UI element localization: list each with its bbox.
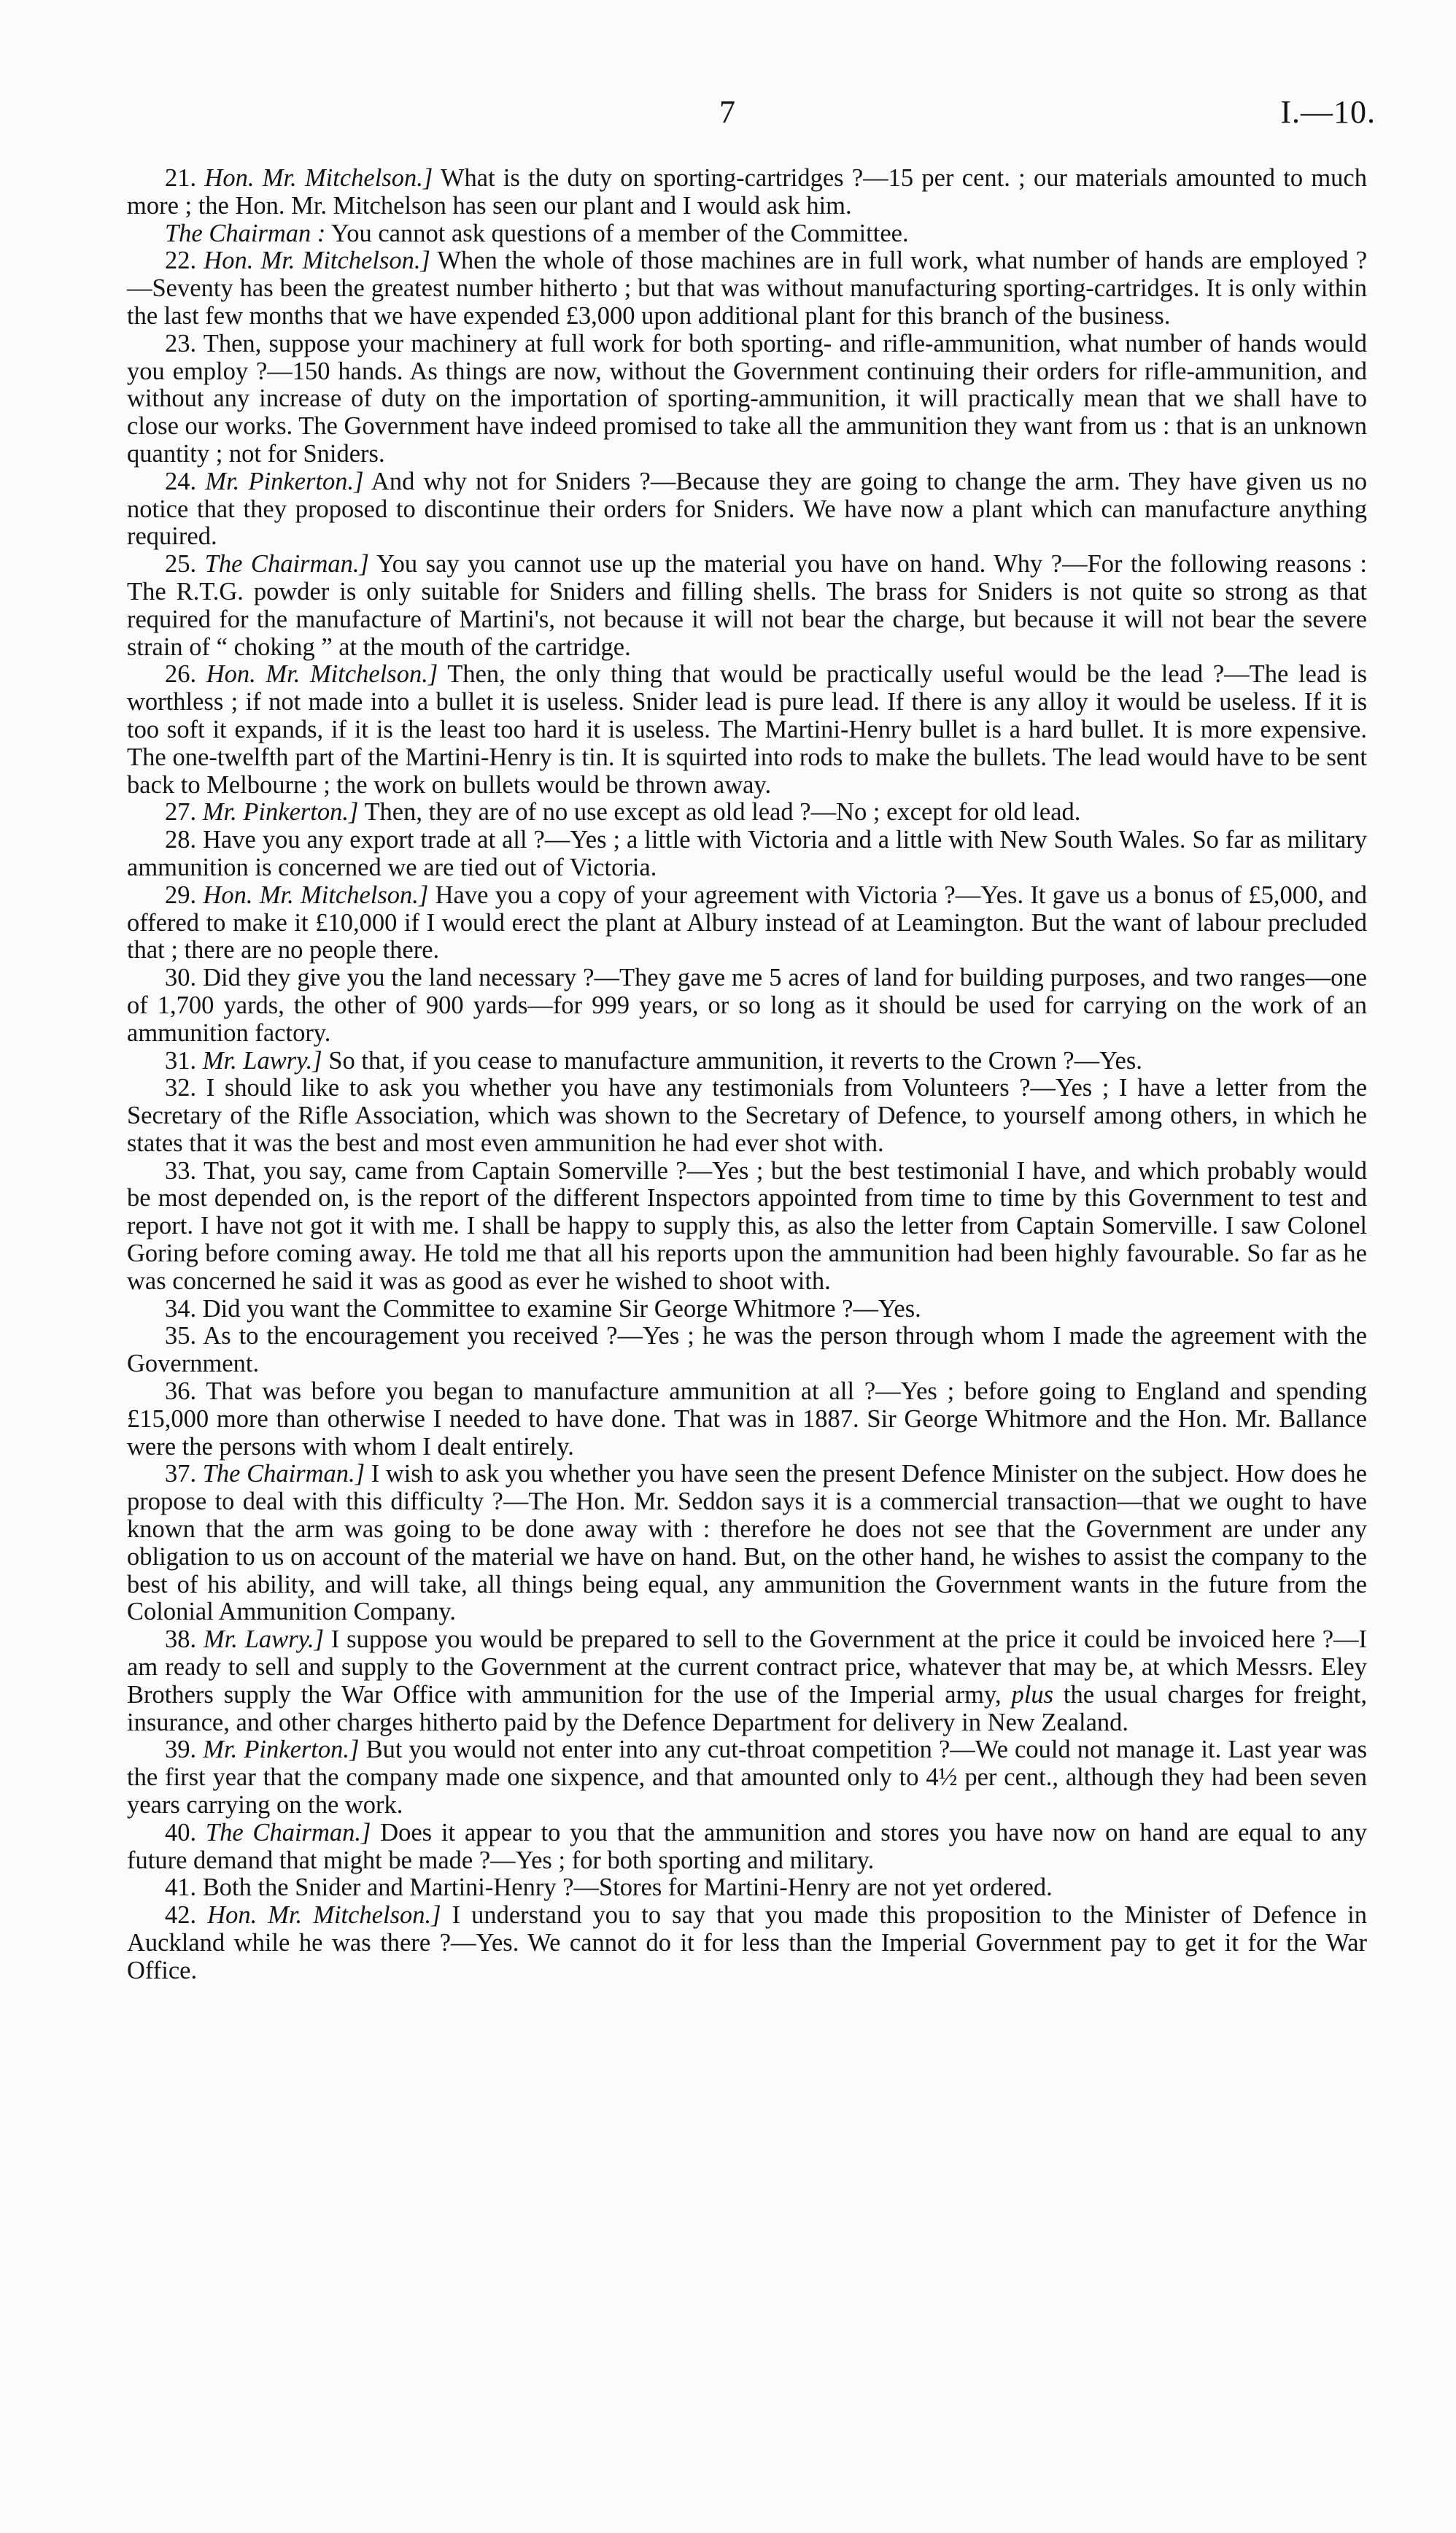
paragraph-text: That, you say, came from Captain Somerville ?—Yes ; but the best testimonial I have, and which probably would be most depended on, is the report of the different Inspectors appointed from time to time by this Government to test and report. I have not got it with me. I shall be happy to supply this, as also the letter from Captain Somerville. I saw Colonel Goring before coming away. He told me that all his reports upon the ammunition had been highly favourable. So far as he was concerned he said it was as good as ever he wished to shoot with. — [127, 1156, 1367, 1295]
question-number: 42. — [165, 1901, 197, 1930]
speaker: Hon. Mr. Mitchelson.] — [204, 247, 430, 275]
paragraph-text: I wish to ask you whether you have seen the present Defence Minister on the subject. How does he propose to deal with this difficulty ?—The Hon. Mr. Seddon says it is a commercial transaction—that we ought to have known that the arm was going to be done away with : therefore he does not see that the Government are under any obligation to us on account of the material we have on hand. But, on the other hand, he wishes to assist the company to the best of his ability, and will take, all things being equal, any ammunition the Government wants in the future from the Colonial Ammunition Company. — [127, 1460, 1367, 1626]
paragraph-text: Did you want the Committee to examine Sir George Whitmore ?—Yes. — [202, 1294, 921, 1323]
evidence-paragraph — [127, 964, 1367, 1047]
evidence-paragraph — [127, 882, 1367, 964]
paragraph-text: Then, the only thing that would be practically useful would be the lead ?—The lead is worthless ; if not made into a bullet it is useless. Snider lead is pure lead. If there is any alloy it would be useless. If it is too soft it expands, if it is the least too hard it is useless. The Martini-Henry bullet is a hard bullet. It is more expensive. The one-twelfth part of the Martini-Henry is tin. It is squirted into rods to make the bullets. The lead would have to be sent back to Melbourne ; the work on bullets would be thrown away. — [127, 660, 1367, 799]
paragraph-text: What is the duty on sporting-cartridges ?—15 per cent. ; our materials amounted to much more ; the Hon. Mr. Mitchelson has seen our plant and I would ask him. — [127, 164, 1367, 220]
paragraph-text: Did they give you the land necessary ?—They gave me 5 acres of land for building purposes, and two ranges—one of 1,700 yards, the other of 900 yards—for 999 years, or so long as it should be used for carrying on the work of an ammunition factory. — [127, 964, 1367, 1047]
evidence-paragraph — [127, 1736, 1367, 1819]
evidence-paragraph — [127, 827, 1367, 882]
evidence-paragraph — [127, 551, 1367, 661]
document-reference: I.—10. — [1280, 94, 1376, 130]
question-number: 41. — [165, 1873, 197, 1902]
evidence-paragraph — [127, 1158, 1367, 1296]
question-number: 32. — [165, 1074, 197, 1102]
evidence-paragraph — [127, 1323, 1367, 1378]
speaker: The Chairman.] — [205, 1818, 371, 1846]
speaker: Hon. Mr. Mitchelson.] — [206, 660, 438, 689]
evidence-paragraph — [127, 468, 1367, 551]
paragraph-text: I understand you to say that you made this proposition to the Minister of Defence in Auckland while he was there ?—Yes. We cannot do it for less than the Imperial Government pay to get it for the War Office. — [127, 1901, 1367, 1984]
question-number: 24. — [165, 467, 197, 495]
question-number: 30. — [165, 964, 197, 992]
question-number: 29. — [165, 881, 197, 909]
evidence-paragraph — [127, 1296, 1367, 1323]
speaker: Mr. Lawry.] — [202, 1046, 322, 1075]
question-number: 28. — [165, 826, 197, 854]
evidence-paragraph — [127, 1075, 1367, 1157]
paragraph-text: Have you a copy of your agreement with Victoria ?—Yes. It gave us a bonus of £5,000, and offered to make it £10,000 if I would erect the plant at Albury instead of at Leamington. But the want of labour precluded that ; there are no people there. — [127, 881, 1368, 964]
question-number: 31. — [165, 1046, 197, 1075]
speaker: The Chairman.] — [202, 1460, 365, 1488]
paragraph-text: You say you cannot use up the material you have on hand. Why ?—For the following reasons : The R.T.G. powder is only suitable for Sniders and filling shells. The brass for Sniders is not quite so strong as that required for the manufacture of Martini's, not because it will not bear the charge, but because it will not bear the severe strain of “ choking ” at the mouth of the cartridge. — [127, 550, 1367, 661]
question-number: 40. — [165, 1818, 197, 1846]
question-number: 34. — [165, 1294, 197, 1323]
paragraph-text: Both the Snider and Martini-Henry ?—Stores for Martini-Henry are not yet ordered. — [202, 1873, 1053, 1902]
question-number: 23. — [165, 329, 197, 357]
speaker: The Chairman.] — [204, 550, 369, 579]
evidence-paragraph — [127, 1378, 1367, 1461]
paragraph-text: And why not for Sniders ?—Because they are going to change the arm. They have given us no notice that they proposed to discontinue their orders for Sniders. We have now a plant which can manufacture anything required. — [127, 467, 1367, 551]
question-number: 38. — [165, 1625, 197, 1654]
paragraph-text: I suppose you would be prepared to sell to the Government at the price it could be invoiced here ?—I am ready to sell and supply to the Government at the current contract price, whatever that may be, at which Messrs. Eley Brothers supply the War Office with ammunition for the use of the Imperial army, — [127, 1625, 1368, 1709]
paragraph-text: But you would not enter into any cut-throat competition ?—We could not manage it. Last year was the first year that the company made one sixpence, and that amounted only to 4½ per cent., although they had been seven years carrying on the work. — [127, 1736, 1367, 1819]
question-number: 25. — [165, 550, 197, 579]
speaker: Mr. Pinkerton.] — [205, 467, 364, 495]
speaker: Hon. Mr. Mitchelson.] — [204, 164, 433, 192]
evidence-paragraph — [127, 220, 1367, 248]
paragraph-text-continued: the usual charges for freight, insurance, and other charges hitherto paid by the Defence Department for delivery in New Zealand. — [127, 1680, 1368, 1736]
speaker: Mr. Pinkerton.] — [202, 798, 359, 827]
italic-term: plus — [1011, 1680, 1053, 1709]
paragraph-text: I should like to ask you whether you have any testimonials from Volunteers ?—Yes ; I have a letter from the Secretary of the Rifle Association, which was shown to the Secretary of Defence, to yourself among others, in which he states that it was the best and most even ammunition he had ever shot with. — [127, 1074, 1368, 1157]
paragraph-text: Have you any export trade at all ?—Yes ; a little with Victoria and a little with New South Wales. So far as military ammunition is concerned we are tied out of Victoria. — [127, 826, 1367, 881]
speaker: Mr. Lawry.] — [203, 1625, 325, 1654]
question-number: 27. — [165, 798, 197, 827]
paragraph-text: Then, they are of no use except as old lead ?—No ; except for old lead. — [364, 798, 1081, 827]
evidence-paragraph — [127, 1902, 1367, 1984]
paragraph-text: As to the encouragement you received ?—Yes ; he was the person through whom I made the agreement with the Government. — [127, 1322, 1367, 1378]
evidence-paragraph — [127, 165, 1367, 220]
question-number: 22. — [165, 247, 197, 275]
evidence-paragraph — [127, 1461, 1367, 1626]
evidence-paragraph — [127, 799, 1367, 827]
evidence-paragraph — [127, 330, 1367, 468]
evidence-paragraph — [127, 1626, 1367, 1736]
speaker: The Chairman : — [165, 219, 326, 247]
evidence-paragraph — [127, 1819, 1367, 1875]
paragraph-text: Does it appear to you that the ammunition and stores you have now on hand are equal to any future demand that might be made ?—Yes ; for both sporting and military. — [127, 1818, 1367, 1874]
paragraph-text: That was before you began to manufacture ammunition at all ?—Yes ; before going to England and spending £15,000 more than otherwise I needed to have done. That was in 1887. Sir George Whitmore and the Hon. Mr. Ballance were the persons with whom I dealt entirely. — [127, 1377, 1367, 1461]
minutes-of-evidence — [127, 165, 1367, 1985]
speaker: Hon. Mr. Mitchelson.] — [203, 881, 429, 909]
paragraph-text: Then, suppose your machinery at full work for both sporting- and rifle-ammunition, what number of hands would you employ ?—150 hands. As things are now, without the Government continuing their orders for rifle-ammunition, and without any increase of duty on the importation of sporting-ammunition, it will practically mean that we shall have to close our works. The Government have indeed promised to take all the ammunition they want from us : that is an unknown quantity ; not for Sniders. — [127, 329, 1367, 468]
page-number: 7 — [719, 94, 735, 130]
speaker: Mr. Pinkerton.] — [203, 1736, 360, 1764]
paragraph-text: So that, if you cease to manufacture ammunition, it reverts to the Crown ?—Yes. — [328, 1046, 1142, 1075]
evidence-paragraph — [127, 1048, 1367, 1075]
question-number: 33. — [165, 1156, 197, 1185]
question-number: 36. — [165, 1377, 197, 1406]
evidence-paragraph — [127, 661, 1367, 799]
paragraph-text: You cannot ask questions of a member of the Committee. — [330, 219, 909, 247]
evidence-paragraph — [127, 1874, 1367, 1902]
speaker: Hon. Mr. Mitchelson.] — [207, 1901, 441, 1930]
question-number: 26. — [165, 660, 197, 689]
evidence-paragraph — [127, 247, 1367, 330]
question-number: 39. — [165, 1736, 197, 1764]
paragraph-text: When the whole of those machines are in full work, what number of hands are employed ?—Seventy has been the greatest number hitherto ; but that was without manufacturing sporting-cartridges. It is only within the last few months that we have expended £3,000 upon additional plant for this branch of the business. — [127, 247, 1368, 330]
question-number: 21. — [165, 164, 197, 192]
question-number: 37. — [165, 1460, 197, 1488]
question-number: 35. — [165, 1322, 197, 1350]
